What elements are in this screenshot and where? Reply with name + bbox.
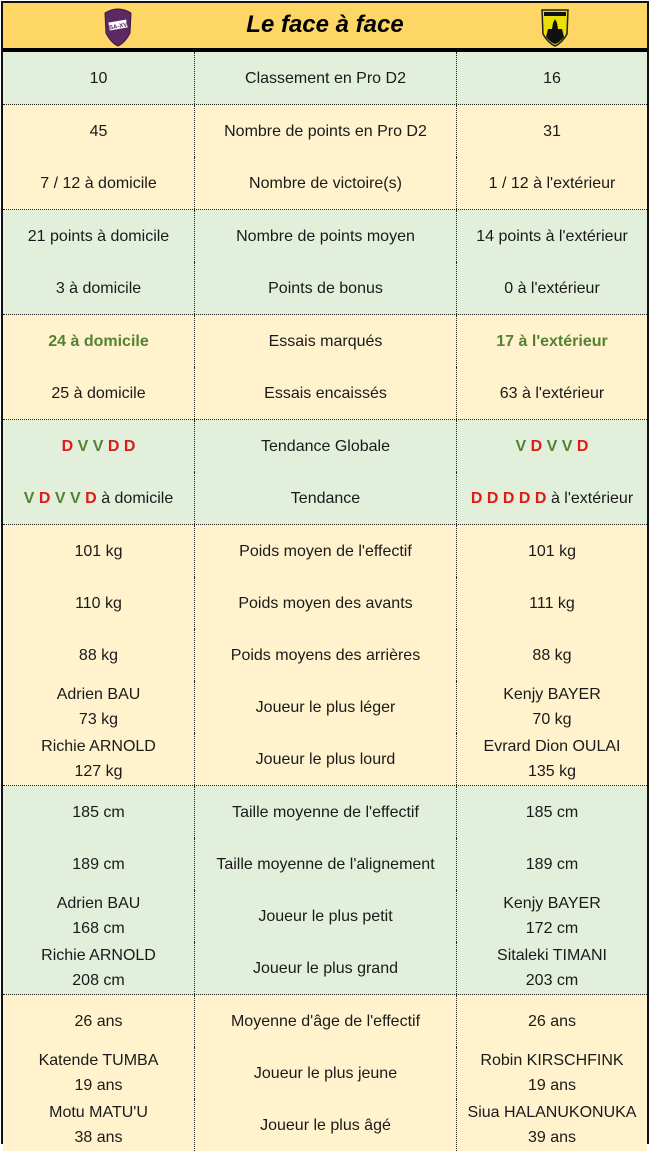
stats-section bbox=[3, 210, 647, 315]
stat-value: 1 / 12 à l'extérieur bbox=[488, 174, 616, 192]
player-value: 168 cm bbox=[72, 920, 125, 937]
stat-label: Tendance Globale bbox=[195, 420, 457, 472]
stat-label: Joueur le plus léger bbox=[195, 681, 457, 733]
stat-value: 110 kg bbox=[75, 594, 122, 612]
stat-label: Essais encaissés bbox=[195, 367, 457, 419]
stat-row bbox=[3, 838, 647, 890]
stat-value: 14 points à l'extérieur bbox=[476, 227, 628, 245]
stat-value: 185 cm bbox=[72, 803, 125, 821]
stat-row bbox=[3, 1099, 647, 1151]
away-team-value bbox=[457, 472, 647, 524]
form-suffix: à l'extérieur bbox=[550, 489, 634, 507]
stat-value: 88 kg bbox=[532, 646, 572, 664]
stats-section bbox=[3, 525, 647, 786]
stat-value: 101 kg bbox=[74, 542, 123, 560]
home-team-value bbox=[3, 315, 195, 367]
stat-row bbox=[3, 995, 647, 1047]
svg-text:SA-XV: SA-XV bbox=[108, 22, 128, 32]
stat-value: 10 bbox=[89, 69, 108, 87]
stat-row bbox=[3, 890, 647, 942]
player-value: 39 ans bbox=[527, 1129, 577, 1146]
player-value: 19 ans bbox=[527, 1077, 577, 1094]
stat-value: 88 kg bbox=[78, 646, 119, 664]
player-value: 38 ans bbox=[74, 1129, 123, 1146]
home-team-value bbox=[3, 367, 195, 419]
home-team-value bbox=[3, 525, 195, 577]
stat-row bbox=[3, 157, 647, 209]
player-name: Katende TUMBA bbox=[38, 1052, 159, 1069]
stat-row bbox=[3, 472, 647, 524]
stat-row bbox=[3, 525, 647, 577]
form-sequence bbox=[471, 486, 633, 511]
stat-label: Joueur le plus âgé bbox=[195, 1099, 457, 1151]
defeat-marker: D bbox=[123, 437, 136, 455]
player-name: Robin KIRSCHFINK bbox=[480, 1052, 624, 1069]
stat-label: Poids moyen des avants bbox=[195, 577, 457, 629]
stat-row bbox=[3, 105, 647, 157]
away-team-value bbox=[457, 942, 647, 994]
stats-section bbox=[3, 786, 647, 995]
stat-row bbox=[3, 786, 647, 838]
away-team-value bbox=[457, 995, 647, 1047]
stats-section bbox=[3, 315, 647, 420]
stat-value: 189 cm bbox=[525, 855, 579, 873]
us-carcassonne-logo-icon bbox=[540, 7, 570, 47]
away-team-value bbox=[457, 681, 647, 733]
home-team-value bbox=[3, 1099, 195, 1151]
stat-label: Essais marqués bbox=[195, 315, 457, 367]
home-team-value bbox=[3, 890, 195, 942]
stat-row bbox=[3, 1047, 647, 1099]
away-team-value bbox=[457, 890, 647, 942]
home-team-value bbox=[3, 52, 195, 104]
stat-row bbox=[3, 577, 647, 629]
stat-label: Joueur le plus petit bbox=[195, 890, 457, 942]
stat-label: Moyenne d'âge de l'effectif bbox=[195, 995, 457, 1047]
stat-label: Nombre de points en Pro D2 bbox=[195, 105, 457, 157]
defeat-marker: D bbox=[107, 437, 120, 455]
player-name: Motu MATU'U bbox=[49, 1104, 148, 1121]
stat-value: 31 bbox=[543, 122, 561, 140]
form-suffix: à domicile bbox=[101, 489, 174, 507]
victory-marker: V bbox=[561, 437, 573, 455]
home-team-value bbox=[3, 786, 195, 838]
home-team-value bbox=[3, 420, 195, 472]
stat-value: 63 à l'extérieur bbox=[499, 384, 605, 402]
away-team-value bbox=[457, 420, 647, 472]
stat-value: 16 bbox=[543, 69, 561, 87]
away-team-value bbox=[457, 367, 647, 419]
stat-label: Points de bonus bbox=[195, 262, 457, 314]
stat-value: 111 kg bbox=[529, 594, 575, 612]
home-team-value bbox=[3, 577, 195, 629]
stat-row bbox=[3, 681, 647, 733]
home-team-value bbox=[3, 995, 195, 1047]
stat-label: Nombre de points moyen bbox=[195, 210, 457, 262]
stat-value: 0 à l'extérieur bbox=[504, 279, 600, 297]
stat-value: 185 cm bbox=[525, 803, 579, 821]
away-team-value bbox=[457, 315, 647, 367]
stat-row bbox=[3, 262, 647, 314]
stat-row bbox=[3, 315, 647, 367]
player-name: Adrien BAU bbox=[56, 895, 141, 912]
victory-marker: V bbox=[23, 489, 35, 507]
stat-label: Joueur le plus grand bbox=[195, 942, 457, 994]
stat-value: 21 points à domicile bbox=[27, 227, 170, 245]
away-team-value bbox=[457, 105, 647, 157]
away-team-value bbox=[457, 157, 647, 209]
player-name: Evrard Dion OULAI bbox=[483, 738, 621, 755]
stat-label: Classement en Pro D2 bbox=[195, 52, 457, 104]
home-team-value bbox=[3, 1047, 195, 1099]
stat-row bbox=[3, 52, 647, 104]
away-team-value bbox=[457, 52, 647, 104]
defeat-marker: D bbox=[38, 489, 51, 507]
home-team-value bbox=[3, 629, 195, 681]
form-sequence bbox=[24, 486, 173, 511]
stats-section bbox=[3, 420, 647, 525]
away-team-value bbox=[457, 786, 647, 838]
home-team-value bbox=[3, 942, 195, 994]
defeat-marker: D bbox=[534, 489, 547, 507]
away-team-value bbox=[457, 525, 647, 577]
defeat-marker: D bbox=[530, 437, 543, 455]
defeat-marker: D bbox=[502, 489, 515, 507]
player-value: 208 cm bbox=[72, 972, 125, 989]
stat-value: 3 à domicile bbox=[55, 279, 142, 297]
stats-section bbox=[3, 995, 647, 1151]
victory-marker: V bbox=[77, 437, 89, 455]
away-team-value bbox=[457, 577, 647, 629]
defeat-marker: D bbox=[61, 437, 74, 455]
player-name: Kenjy BAYER bbox=[503, 686, 601, 703]
home-team-value bbox=[3, 681, 195, 733]
home-team-value bbox=[3, 157, 195, 209]
stat-label: Joueur le plus jeune bbox=[195, 1047, 457, 1099]
stat-label: Poids moyen de l'effectif bbox=[195, 525, 457, 577]
victory-marker: V bbox=[92, 437, 104, 455]
player-value: 70 kg bbox=[532, 711, 572, 728]
stat-value: 26 ans bbox=[527, 1012, 577, 1030]
player-value: 203 cm bbox=[525, 972, 579, 989]
stat-label: Taille moyenne de l'effectif bbox=[195, 786, 457, 838]
stat-label: Nombre de victoire(s) bbox=[195, 157, 457, 209]
player-name: Siua HALANUKONUKA bbox=[467, 1104, 637, 1121]
stats-section bbox=[3, 105, 647, 210]
stat-label: Taille moyenne de l'alignement bbox=[195, 838, 457, 890]
victory-marker: V bbox=[546, 437, 558, 455]
stat-row bbox=[3, 629, 647, 681]
home-team-value bbox=[3, 838, 195, 890]
player-value: 127 kg bbox=[74, 763, 123, 780]
player-value: 135 kg bbox=[527, 763, 577, 780]
face-a-face-table bbox=[1, 1, 649, 1144]
stat-value: 25 à domicile bbox=[51, 384, 146, 402]
defeat-marker: D bbox=[85, 489, 97, 507]
home-team-value bbox=[3, 105, 195, 157]
stat-label: Joueur le plus lourd bbox=[195, 733, 457, 785]
stat-value: 26 ans bbox=[74, 1012, 123, 1030]
stat-value: 17 à l'extérieur bbox=[496, 332, 608, 350]
player-name: Kenjy BAYER bbox=[503, 895, 601, 912]
form-sequence bbox=[516, 434, 589, 459]
victory-marker: V bbox=[70, 489, 81, 507]
player-name: Adrien BAU bbox=[56, 686, 141, 703]
form-sequence bbox=[62, 434, 136, 459]
stat-value: 189 cm bbox=[72, 855, 125, 873]
home-team-value bbox=[3, 262, 195, 314]
stats-section bbox=[3, 52, 647, 105]
away-team-value bbox=[457, 1099, 647, 1151]
defeat-marker: D bbox=[470, 489, 483, 507]
player-value: 73 kg bbox=[78, 711, 119, 728]
home-team-value bbox=[3, 210, 195, 262]
defeat-marker: D bbox=[486, 489, 499, 507]
header-bar bbox=[3, 3, 647, 52]
page-title: Le face à face bbox=[246, 11, 404, 38]
victory-marker: V bbox=[515, 437, 527, 455]
player-name: Sitaleki TIMANI bbox=[497, 947, 607, 964]
away-team-value bbox=[457, 210, 647, 262]
stat-value: 101 kg bbox=[527, 542, 577, 560]
home-team-value bbox=[3, 472, 195, 524]
home-team-value bbox=[3, 733, 195, 785]
stat-row bbox=[3, 210, 647, 262]
defeat-marker: D bbox=[576, 437, 589, 455]
stat-label: Tendance bbox=[195, 472, 457, 524]
away-team-value bbox=[457, 629, 647, 681]
stat-row bbox=[3, 420, 647, 472]
stat-value: 45 bbox=[89, 122, 108, 140]
stat-row bbox=[3, 733, 647, 785]
player-value: 19 ans bbox=[74, 1077, 123, 1094]
stat-row bbox=[3, 942, 647, 994]
player-name: Richie ARNOLD bbox=[41, 947, 156, 964]
stat-row bbox=[3, 367, 647, 419]
stat-label: Poids moyens des arrières bbox=[195, 629, 457, 681]
stat-value: 7 / 12 à domicile bbox=[40, 174, 157, 192]
away-team-value bbox=[457, 733, 647, 785]
victory-marker: V bbox=[54, 489, 66, 507]
player-value: 172 cm bbox=[525, 920, 579, 937]
away-team-value bbox=[457, 262, 647, 314]
away-team-value bbox=[457, 1047, 647, 1099]
player-name: Richie ARNOLD bbox=[41, 738, 156, 755]
away-team-value bbox=[457, 838, 647, 890]
stat-value: 24 à domicile bbox=[48, 332, 149, 350]
defeat-marker: D bbox=[518, 489, 531, 507]
